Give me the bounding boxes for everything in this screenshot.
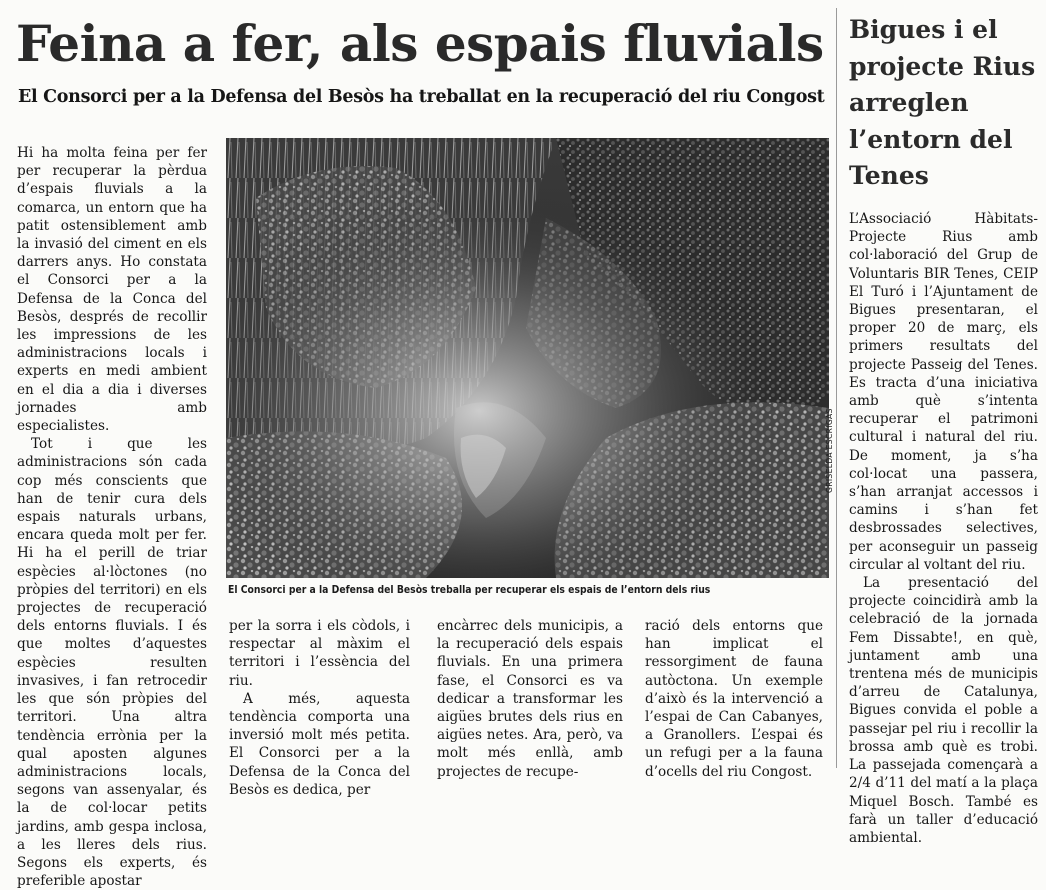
article-paragraph: ració dels entorns que han implicat el ressorgiment de fauna autòctona. Un exemple d’això és la intervenció a l’espai de Can Cabanyes, a Granollers. L’espai és un refugi per a la fauna d’ocells del riu Congost. xyxy=(645,618,823,780)
article-subhead: El Consorci per a la Defensa del Besòs ha treballat en la recuperació del riu Congost xyxy=(18,87,825,107)
article-column-3 xyxy=(437,617,623,781)
article-paragraph: Hi ha molta feina per fer per recuperar la pèrdua d’espais fluvials a la comarca, un entorn que ha patit ostensiblement amb la invasió del ciment en els darrers anys. Ho constata el Consorci per a la Defensa de la Conca del Besòs, després de recollir les impressions de les administracions locals i experts en medi ambient en el dia a dia i diverses jornades amb especialistes. xyxy=(17,145,207,435)
river-vegetation-image xyxy=(226,138,829,578)
article-paragraph: per la sorra i els còdols, i respectar al màxim el territori i l’essència del riu. xyxy=(229,618,410,689)
article-paragraph: encàrrec dels municipis, a la recuperació dels espais fluvials. En una primera fase, el Consorci es va dedicar a transformar les aigües brutes dels rius en aigües netes. Ara, però, va molt més enllà, amb projectes de recupe- xyxy=(437,618,623,780)
article-headline: Feina a fer, als espais fluvials xyxy=(16,14,824,73)
photo-caption: El Consorci per a la Defensa del Besòs treballa per recuperar els espais de l’entorn dels rius xyxy=(228,584,711,596)
photo-credit: GRISELDA ESCRIGAS xyxy=(825,408,834,493)
article-paragraph: Tot i que les administracions són cada cop més conscients que han de tenir cura dels espais naturals urbans, encara queda molt per fer. Hi ha el perill de triar espècies al·lòctones (no pròpies del territori) en els projectes de recuperació dels entorns fluvials. I és que moltes d’aquestes espècies resulten invasives, i fan retrocedir les que són pròpies del territori. Una altra tendència errònia per la qual aposten algunes administracions locals, segons van assenyalar, és la de col·locar petits jardins, amb gespa inclosa, a les lleres dels rius. Segons els experts, és preferible apostar xyxy=(17,436,207,890)
article-column-4 xyxy=(645,617,823,781)
sidebar-body xyxy=(849,210,1038,847)
river-photo xyxy=(226,138,829,578)
column-divider xyxy=(836,8,837,768)
article-column-1 xyxy=(17,144,207,890)
article-paragraph: A més, aquesta tendència comporta una inversió molt més petita. El Consorci per a la Defensa de la Conca del Besòs es dedica, per xyxy=(229,690,410,798)
sidebar-paragraph: L’Associació Hàbitats-Projecte Rius amb col·laboració del Grup de Voluntaris BIR Tenes, CEIP El Turó i l’Ajuntament de Bigues presentaran, el proper 20 de març, els primers resultats del projecte Passeig del Tenes. Es tracta d’una iniciativa amb què s’intenta recuperar el patrimoni cultural i natural del riu. De moment, ja s’ha col·locat una passera, s’han arranjat accessos i camins i s’han fet desbrossades selectives, per aconseguir un passeig circular al voltant del riu. xyxy=(849,211,1038,573)
sidebar-headline: Bigues i el projecte Rius arreglen l’entorn del Tenes xyxy=(849,15,1036,190)
sidebar-paragraph: La presentació del projecte coincidirà amb la celebració de la jornada Fem Dissabte!, en què, juntament amb una trentena més de municipis d’arreu de Catalunya, Bigues convida el poble a passejar pel riu i recollir la brossa amb què es trobi. La passejada començarà a 2/4 d’11 del matí a la plaça Miquel Bosch. També es farà un taller d’educació ambiental. xyxy=(849,575,1038,846)
